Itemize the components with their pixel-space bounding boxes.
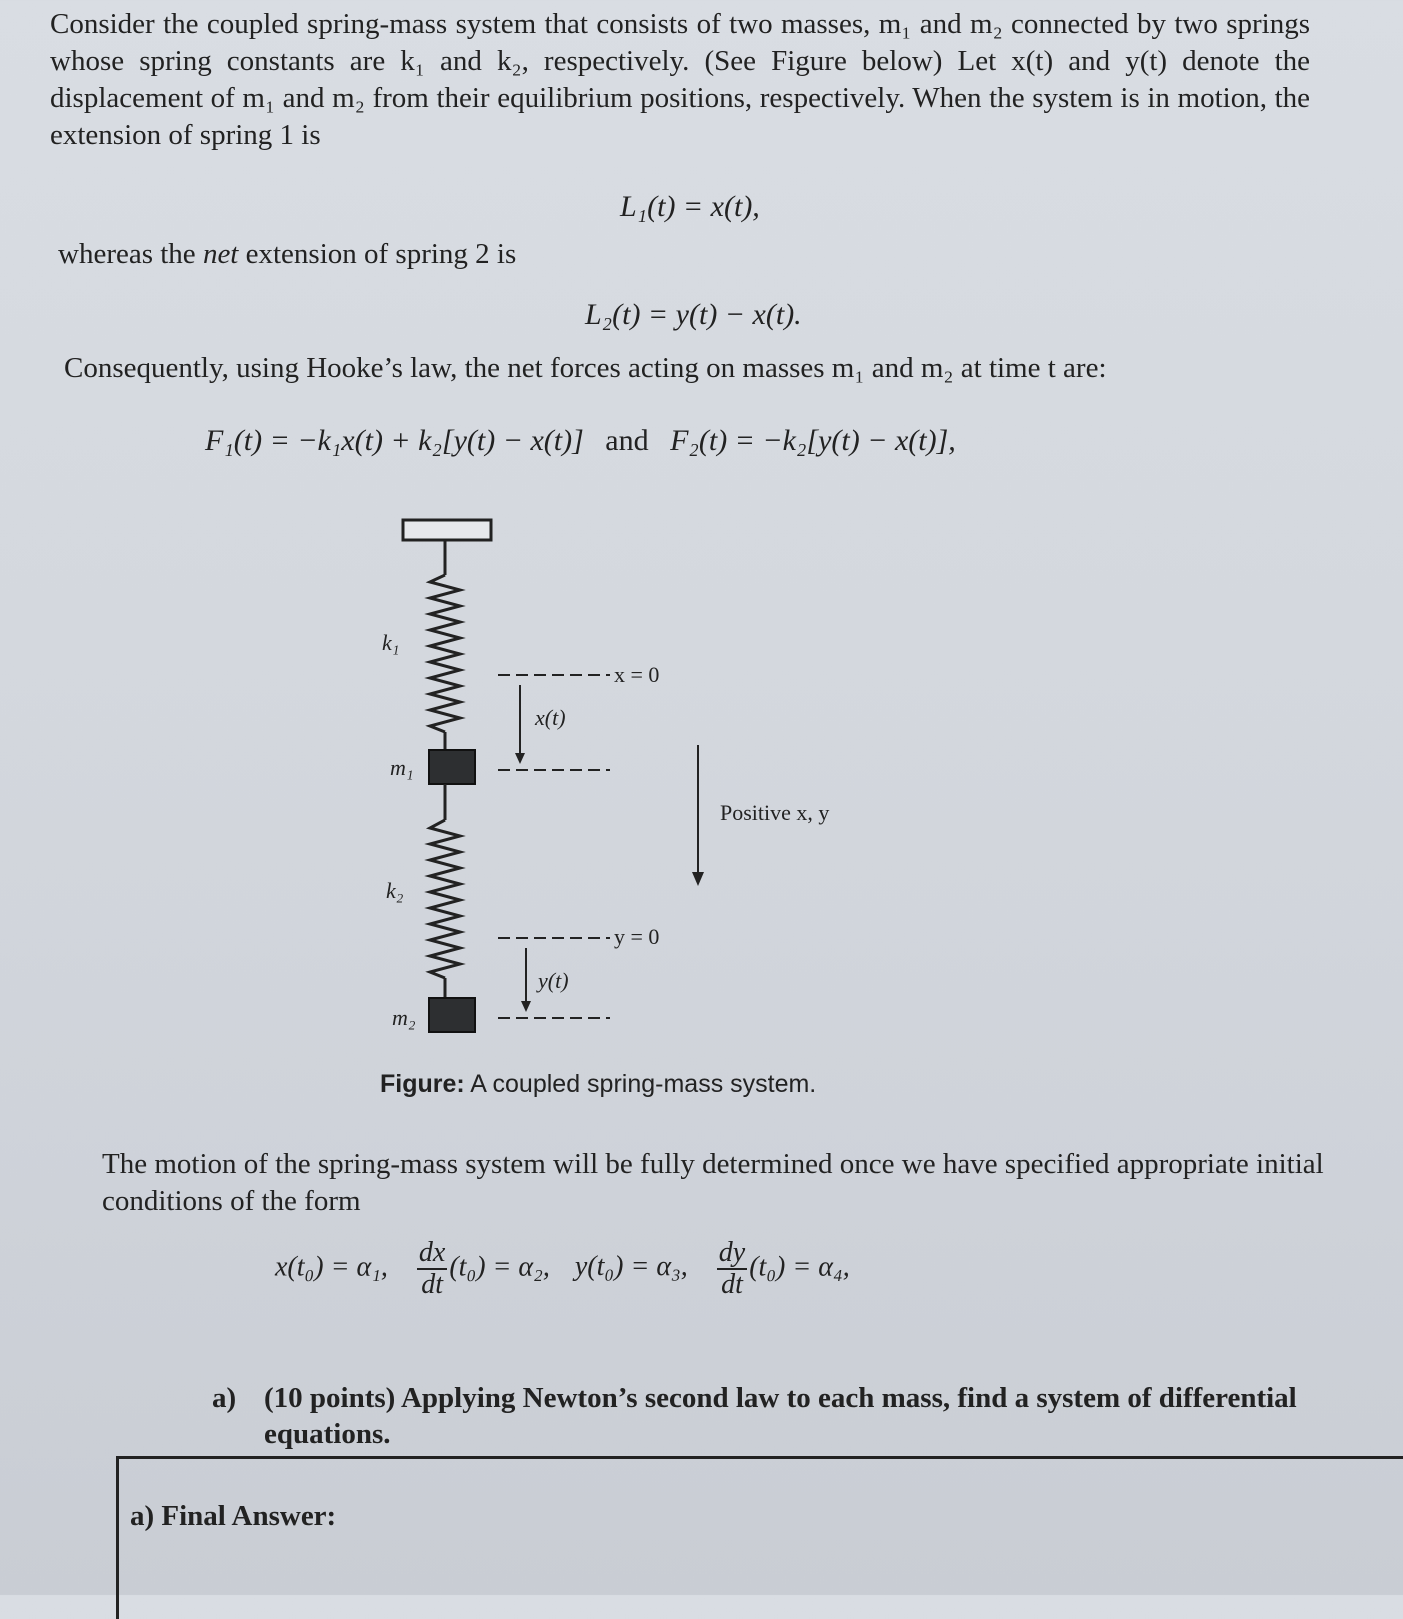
label-yt: y(t) bbox=[538, 968, 569, 993]
forces-line bbox=[205, 424, 956, 458]
forces-and: and bbox=[605, 424, 649, 457]
whereas-post: extension of spring 2 is bbox=[238, 238, 517, 270]
initial-conditions bbox=[275, 1238, 995, 1318]
spring-k2 bbox=[430, 820, 460, 978]
equation-l2: L₂(t) = y(t) − x(t). bbox=[585, 298, 802, 331]
mass-m2 bbox=[429, 998, 475, 1032]
frac-dxdt bbox=[417, 1238, 447, 1300]
figure-caption bbox=[380, 1070, 816, 1099]
whereas-net: net bbox=[202, 238, 239, 270]
frac-dy: dy bbox=[718, 1237, 746, 1268]
force-f2: F₂(t) = −k₂[y(t) − x(t)], bbox=[670, 424, 956, 457]
question-label: a) bbox=[212, 1382, 237, 1414]
spring-mass-figure bbox=[370, 520, 830, 1070]
ic-y: y(t₀) = α₃, bbox=[574, 1251, 688, 1283]
y-arrow-head bbox=[521, 1001, 531, 1012]
label-positive: Positive x, y bbox=[720, 800, 830, 825]
label-k1: k₁ bbox=[382, 630, 400, 655]
label-y-zero: y = 0 bbox=[614, 924, 660, 949]
frac-dt-1: dt bbox=[421, 1269, 444, 1300]
frac-dx: dx bbox=[418, 1237, 446, 1268]
answer-box[interactable] bbox=[116, 1456, 1403, 1619]
caption-label: Figure: bbox=[380, 1070, 465, 1098]
equation-l1: L₁(t) = x(t), bbox=[620, 190, 760, 223]
label-x-zero: x = 0 bbox=[614, 662, 660, 687]
x-arrow-head bbox=[515, 753, 525, 764]
label-xt: x(t) bbox=[535, 705, 566, 730]
frac-dt-2: dt bbox=[721, 1269, 743, 1300]
consequently-line: Consequently, using Hooke’s law, the net forces acting on masses m₁ and m₂ at time t are: bbox=[64, 352, 1107, 384]
question-text: (10 points) Applying Newton’s second law to each mass, find a system of differential equations. bbox=[264, 1382, 1297, 1450]
final-answer-label: a) Final Answer: bbox=[130, 1500, 337, 1532]
whereas-pre: whereas the bbox=[58, 238, 203, 270]
ic-x: x(t₀) = α₁, bbox=[275, 1251, 388, 1283]
intro-paragraph: Consider the coupled spring-mass system that consists of two masses, m₁ and m₂ connected by two springs whose spring constants are k₁ and k₂, respectively. (See Figure below) Let x(t) and y(t) denote the displacement of m₁ and m₂ from their equilibrium positions, respectively. When the system is in motion, the extension of spring 1 is bbox=[50, 8, 1310, 151]
ic-dx: (t₀) = α₂, bbox=[449, 1251, 550, 1283]
caption-text: A coupled spring-mass system. bbox=[464, 1070, 817, 1098]
frac-dydt bbox=[717, 1238, 747, 1300]
question-a bbox=[212, 1380, 1322, 1452]
label-k2: k₂ bbox=[386, 878, 404, 903]
force-f1: F₁(t) = −k₁x(t) + k₂[y(t) − x(t)] bbox=[205, 424, 584, 457]
spring-k1 bbox=[430, 575, 460, 732]
motion-paragraph: The motion of the spring-mass system will be fully determined once we have specified appropriate initial conditions of the form bbox=[102, 1148, 1324, 1217]
label-m1: m₁ bbox=[390, 755, 414, 780]
label-m2: m₂ bbox=[392, 1005, 416, 1030]
ceiling-support bbox=[403, 520, 491, 540]
positive-arrow-head bbox=[692, 872, 704, 886]
mass-m1 bbox=[429, 750, 475, 784]
ic-dy: (t₀) = α₄, bbox=[749, 1251, 850, 1283]
whereas-line bbox=[58, 238, 516, 271]
